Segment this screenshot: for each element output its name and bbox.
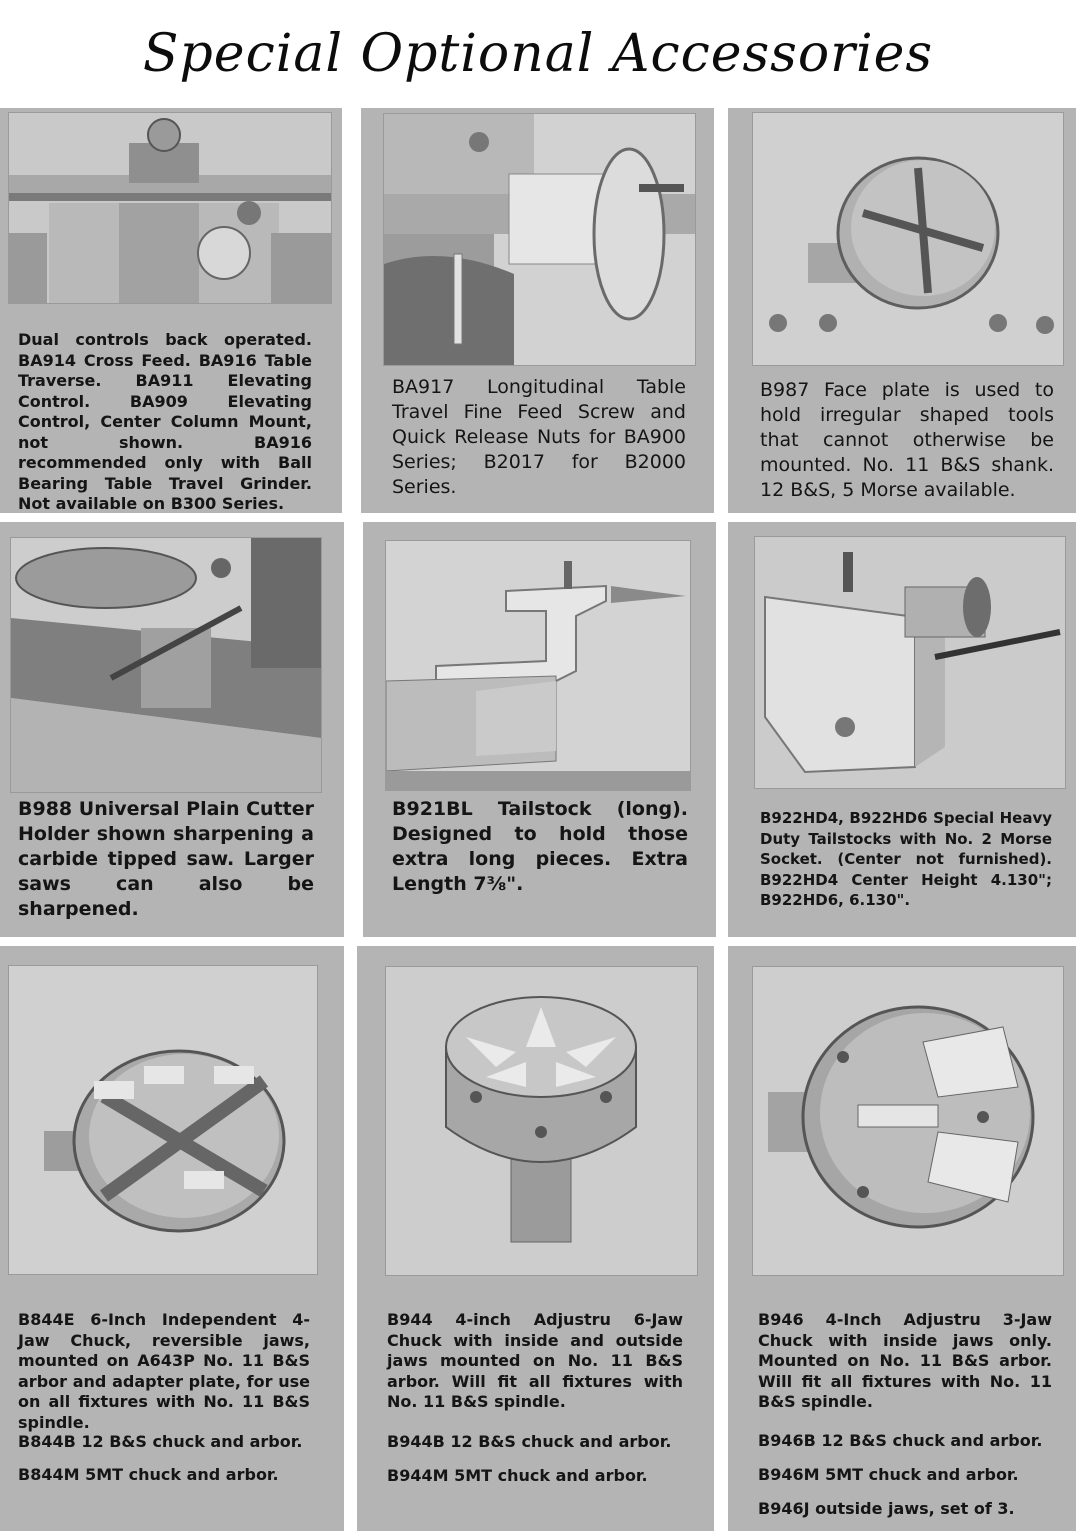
photo-b987: [752, 112, 1064, 366]
photo-dual-controls: [8, 112, 332, 304]
photo-b946: [752, 966, 1064, 1276]
photo-b921bl: [385, 540, 691, 791]
photo-b944: [385, 966, 698, 1276]
caption-b921bl: B921BL Tailstock (long). Designed to hold those extra long pieces. Extra Length 7⅜".: [392, 798, 688, 895]
subline-b944m: B944M 5MT chuck and arbor.: [387, 1466, 648, 1485]
caption-ba917: BA917 Longitudinal Table Travel Fine Feed Screw and Quick Release Nuts for BA900 Series; B2017 for B2000 Series.: [392, 376, 686, 498]
page-title: Special Optional Accessories: [142, 24, 934, 84]
caption-b844e: B844E 6-Inch Independent 4-Jaw Chuck, reversible jaws, mounted on A643P No. 11 B&S arbor and adapter plate, for use on all fixtures with No. 11 B&S spindle.: [18, 1310, 310, 1432]
subline-b946j: B946J outside jaws, set of 3.: [758, 1499, 1015, 1518]
photo-b922hd: [754, 536, 1066, 789]
photo-b844e: [8, 965, 318, 1275]
caption-dual-controls: Dual controls back operated. BA914 Cross Feed. BA916 Table Traverse. BA911 Elevating Control. BA909 Elevating Control, Center Column Mount, not shown. BA916 recommended only with Ball Bearing Table Travel Grinder. Not available on B300 Series.: [18, 330, 312, 513]
subline-b844b: B844B 12 B&S chuck and arbor.: [18, 1432, 303, 1451]
caption-b946: B946 4-Inch Adjustru 3-Jaw Chuck with inside jaws only. Mounted on No. 11 B&S arbor. Will fit all fixtures with No. 11 B&S spindle.: [758, 1310, 1052, 1411]
subline-b946b: B946B 12 B&S chuck and arbor.: [758, 1431, 1043, 1450]
subline-b944b: B944B 12 B&S chuck and arbor.: [387, 1432, 672, 1451]
subline-b844m: B844M 5MT chuck and arbor.: [18, 1465, 279, 1484]
subline-b946m: B946M 5MT chuck and arbor.: [758, 1465, 1019, 1484]
caption-b988: B988 Universal Plain Cutter Holder shown sharpening a carbide tipped saw. Larger saws can also be sharpened.: [18, 798, 314, 920]
photo-ba917: [383, 113, 696, 366]
caption-b987: B987 Face plate is used to hold irregular shaped tools that cannot otherwise be mounted. No. 11 B&S shank. 12 B&S, 5 Morse available.: [760, 379, 1054, 501]
caption-b922hd: B922HD4, B922HD6 Special Heavy Duty Tailstocks with No. 2 Morse Socket. (Center not furnished). B922HD4 Center Height 4.130"; B922HD6, 6.130".: [760, 809, 1052, 909]
caption-b944: B944 4-inch Adjustru 6-Jaw Chuck with inside and outside jaws mounted on No. 11 B&S arbor. Will fit all fixtures with No. 11 B&S spindle.: [387, 1310, 683, 1411]
photo-b988: [10, 537, 322, 793]
